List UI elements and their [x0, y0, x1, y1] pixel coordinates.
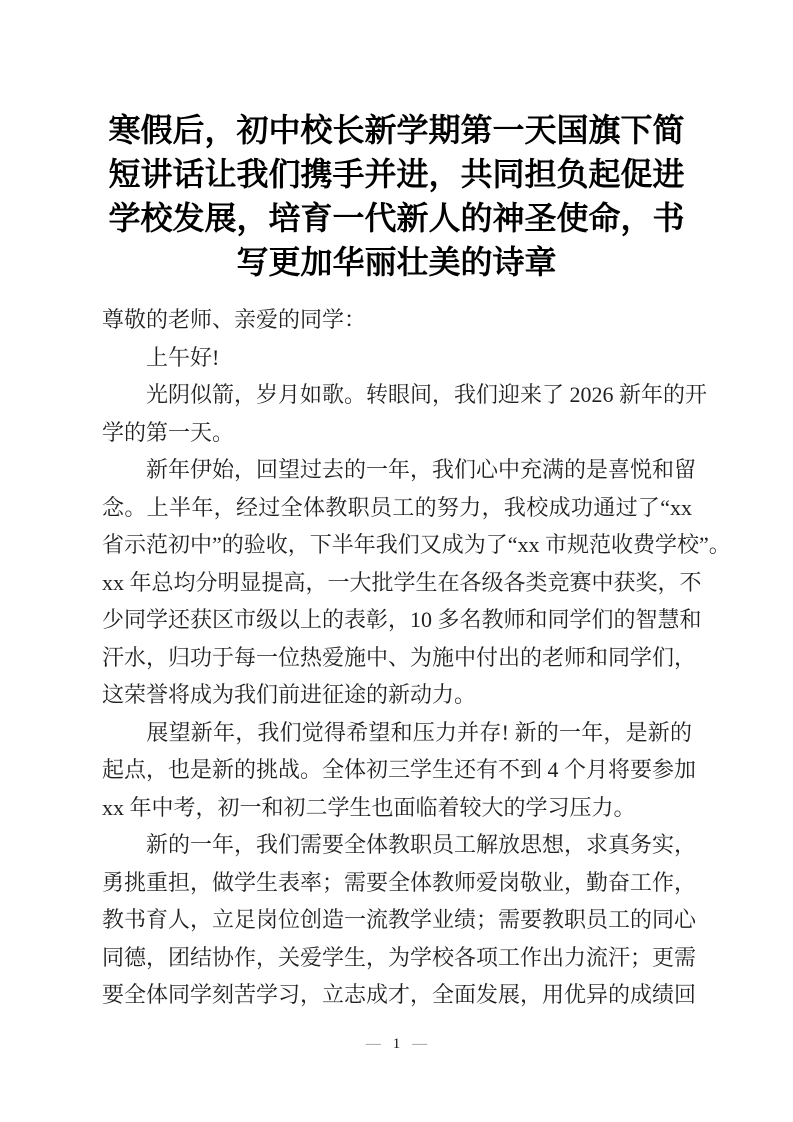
body-text-line: 要全体同学刻苦学习，立志成才，全面发展，用优异的成绩回	[102, 982, 697, 1007]
document-body	[102, 301, 731, 1014]
body-text-line: 新年伊始，回望过去的一年，我们心中充满的是喜悦和留	[102, 457, 697, 482]
title-line: 学校发展，培育一代新人的神圣使命，书	[108, 200, 685, 236]
body-text-line: 起点，也是新的挑战。全体初三学生还有不到 4 个月将要参加	[102, 757, 697, 782]
body-text-line: 同德，团结协作，关爱学生，为学校各项工作出力流汗；更需	[102, 944, 697, 970]
body-text-line: xx 年总均分明显提高，一大批学生在各级各类竞赛中获奖，不	[102, 569, 702, 595]
body-text-line: 学的第一天。	[102, 419, 235, 445]
body-text-line: 教书育人，立足岗位创造一流教学业绩；需要教职员工的同心	[102, 907, 697, 932]
body-text-line: 上午好!	[102, 344, 220, 370]
body-text-line: 这荣誉将成为我们前进征途的新动力。	[102, 682, 477, 707]
title-line: 写更加华丽壮美的诗章	[236, 244, 557, 280]
page-number: 1	[392, 1036, 401, 1052]
body-text-line: 光阴似箭，岁月如歌。转眼间，我们迎来了 2026 新年的开	[102, 382, 708, 407]
document-title	[96, 108, 697, 284]
body-text-line: 少同学还获区市级以上的表彰，10 多名教师和同学们的智慧和	[102, 607, 702, 632]
body-text-line: 省示范初中”的验收，下半年我们又成为了“xx 市规范收费学校”。	[102, 532, 731, 557]
footer-dash-left: —	[365, 1036, 381, 1052]
footer-dash-right: —	[412, 1036, 428, 1052]
title-line: 短讲话让我们携手并进，共同担负起促进	[108, 156, 685, 192]
body-text-line: 念。上半年，经过全体教职员工的努力，我校成功通过了“xx	[102, 494, 692, 520]
title-line: 寒假后，初中校长新学期第一天国旗下简	[108, 112, 685, 148]
body-text-line: 汗水，归功于每一位热爱施中、为施中付出的老师和同学们，	[102, 644, 697, 670]
body-text-line: 新的一年，我们需要全体教职员工解放思想，求真务实，	[102, 832, 697, 857]
body-text-line: 尊敬的老师、亲爱的同学：	[102, 307, 367, 332]
body-text-line: 勇挑重担，做学生表率；需要全体教师爱岗敬业，勤奋工作，	[102, 869, 697, 895]
body-text-line: xx 年中考，初一和初二学生也面临着较大的学习压力。	[102, 794, 636, 820]
page-footer	[0, 1033, 793, 1055]
body-text-line: 展望新年，我们觉得希望和压力并存! 新的一年，是新的	[102, 719, 692, 745]
